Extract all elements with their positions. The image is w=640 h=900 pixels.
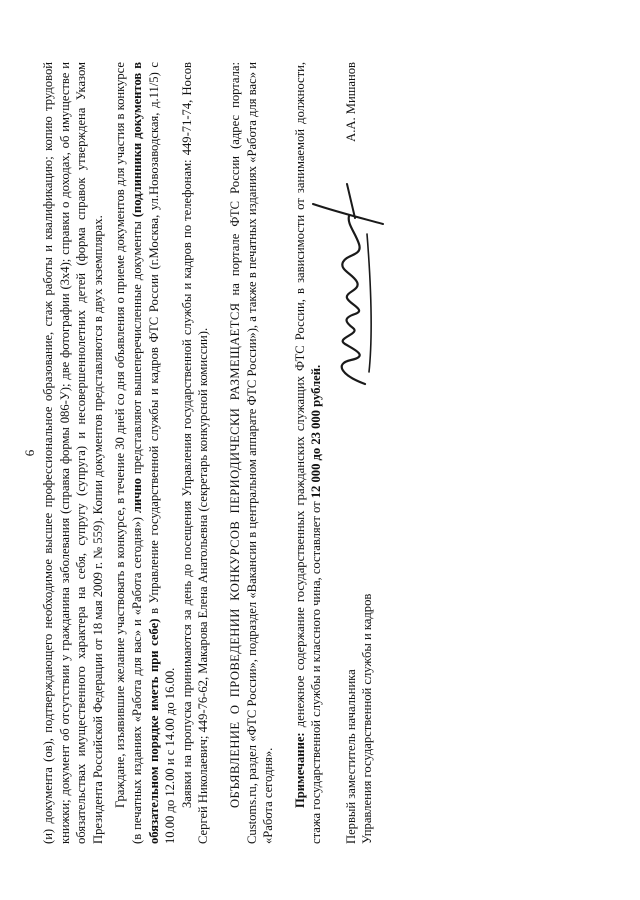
announcement-heading: ОБЪЯВЛЕНИЕ О ПРОВЕДЕНИИ КОНКУРСОВ ПЕРИОДИЧЕСКИ РАЗМЕЩАЕТСЯ xyxy=(227,302,242,808)
passes-paragraph: Заявки на пропуска принимаются за день до посещения Управления государственной службы и кадров по телефонам: 449-71-74, Носов Сергей Николаевич; 449-76-62, Макарова Елена Анатольевна (секретарь конкурсной комиссии). xyxy=(179,62,211,844)
signatory-title: Первый заместитель начальника Управления государственной службы и кадров xyxy=(343,593,374,844)
participation-paragraph: Граждане, изъявившие желание участвовать в конкурсе, в течение 30 дней со дня объявления о приеме документов для участия в конкурсе (в печатных изданиях «Работа для вас» и «Работа сегодня») лично представляют вышеперечисленные документы (подлинники документов в обязательном порядке иметь при себе) в Управление государственной службы и кадров ФТС России (г.Москва, ул.Новозаводская, д.11/5) с 10.00 до 12.00 и с 14.00 до 16.00. xyxy=(113,61,178,844)
signature-block xyxy=(337,62,407,844)
announcement-paragraph: ОБЪЯВЛЕНИЕ О ПРОВЕДЕНИИ КОНКУРСОВ ПЕРИОДИЧЕСКИ РАЗМЕЩАЕТСЯ на портале ФТС России (адрес портала: Customs.ru, раздел «ФТС России», подраздел «Вакансии в центральном аппарате ФТС России»), а также в печатных изданиях «Работа для вас» и «Работа сегодня». xyxy=(227,61,276,844)
page-number: 6 xyxy=(22,449,37,457)
signatory-name: А.А. Мишанов xyxy=(343,62,358,142)
salary-range: 12 000 до 23 000 рублей. xyxy=(309,364,324,499)
handwritten-signature xyxy=(303,164,393,394)
note-label: Примечание: xyxy=(292,732,307,808)
documents-list-paragraph: (и) документа (ов), подтверждающего необходимое высшее профессиональное образование, стаж работы и квалификацию; копию трудовой книжки; документ об отсутствии у гражданина заболевания (справка формы 086-У); две фотографии (3х4); справки о доходах, об имуществе и обязательствах имущественного характера на себя, супругу (супруга) и несовершеннолетних детей (форма справок утверждена Указом Президента Российской Федерации от 18 мая 2009 г. № 559). Копии документов представляются в двух экземплярах. xyxy=(41,62,105,844)
note-paragraph: Примечание: денежное содержание государственных гражданских служащих ФТС России, в зависимости от занимаемой должности, стажа государственной службы и классного чина, составляет от 12 000 до 23 000 рублей. xyxy=(292,62,324,844)
